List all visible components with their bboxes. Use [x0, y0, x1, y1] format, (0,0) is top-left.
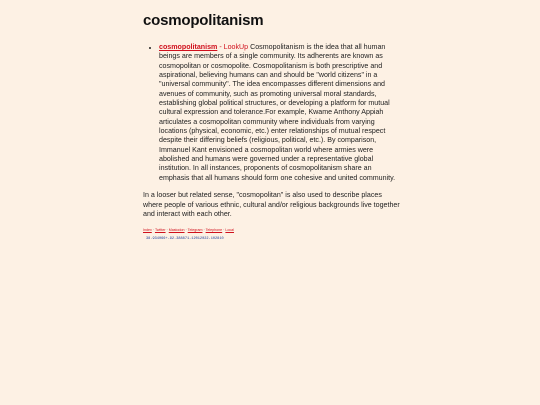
footer-link-telephone[interactable]: Telephone: [205, 228, 223, 233]
footer-separator: ·: [152, 228, 154, 233]
page-title: cosmopolitanism: [143, 12, 264, 29]
entry-item: [159, 43, 403, 183]
footer-separator: ·: [223, 228, 225, 233]
footer-link-index[interactable]: Index: [143, 228, 152, 233]
term-link[interactable]: cosmopolitanism: [159, 43, 218, 51]
main-content: [143, 0, 403, 242]
usage-note: In a looser but related sense, "cosmopolitan" is also used to describe places where people of various ethnic, cultural and/or religious backgrounds live together and interact with each other.: [143, 191, 400, 218]
footer-link-twitter[interactable]: Twitter: [154, 228, 166, 233]
footer-link-mastodon[interactable]: Mastodon: [168, 228, 185, 233]
footer-nav: [143, 228, 403, 233]
lookup-separator: -: [217, 43, 224, 51]
footer-link-telegram[interactable]: Telegram: [187, 228, 203, 233]
footer-separator: ·: [166, 228, 168, 233]
entry-list: [143, 43, 403, 183]
footer-separator: ·: [203, 228, 205, 233]
footer-link-local[interactable]: Local: [225, 228, 234, 233]
footer-separator: ·: [185, 228, 187, 233]
lookup-link[interactable]: LookUp: [223, 43, 249, 51]
footer-meta: 38.934066+-92.388871-12012022-102810: [146, 237, 224, 242]
entry-definition: Cosmopolitanism is the idea that all human beings are members of a single community. Its adherents are known as cosmopolitan or cosmopolite. Cosmopolitanism is both prescriptive and aspirational, believing humans can and should be "world citizens" in a "universal community". The idea encompasses different dimensions and avenues of community, such as promoting universal moral standards, establishing global political structures, or developing a platform for mutual cultural expression and tolerance.For example, Kwame Anthony Appiah articulates a cosmopolitan community where individuals from varying locations (physical, economic, etc.) enter relationships of mutual respect despite their differing beliefs (religious, political, etc.). By comparison, Immanuel Kant envisioned a cosmopolitan world where armies were abolished and humans were governed under a representative global institution. In all instances, proponents of cosmopolitanism share an emphasis that all humans should form one cohesive and united community.: [159, 43, 396, 182]
